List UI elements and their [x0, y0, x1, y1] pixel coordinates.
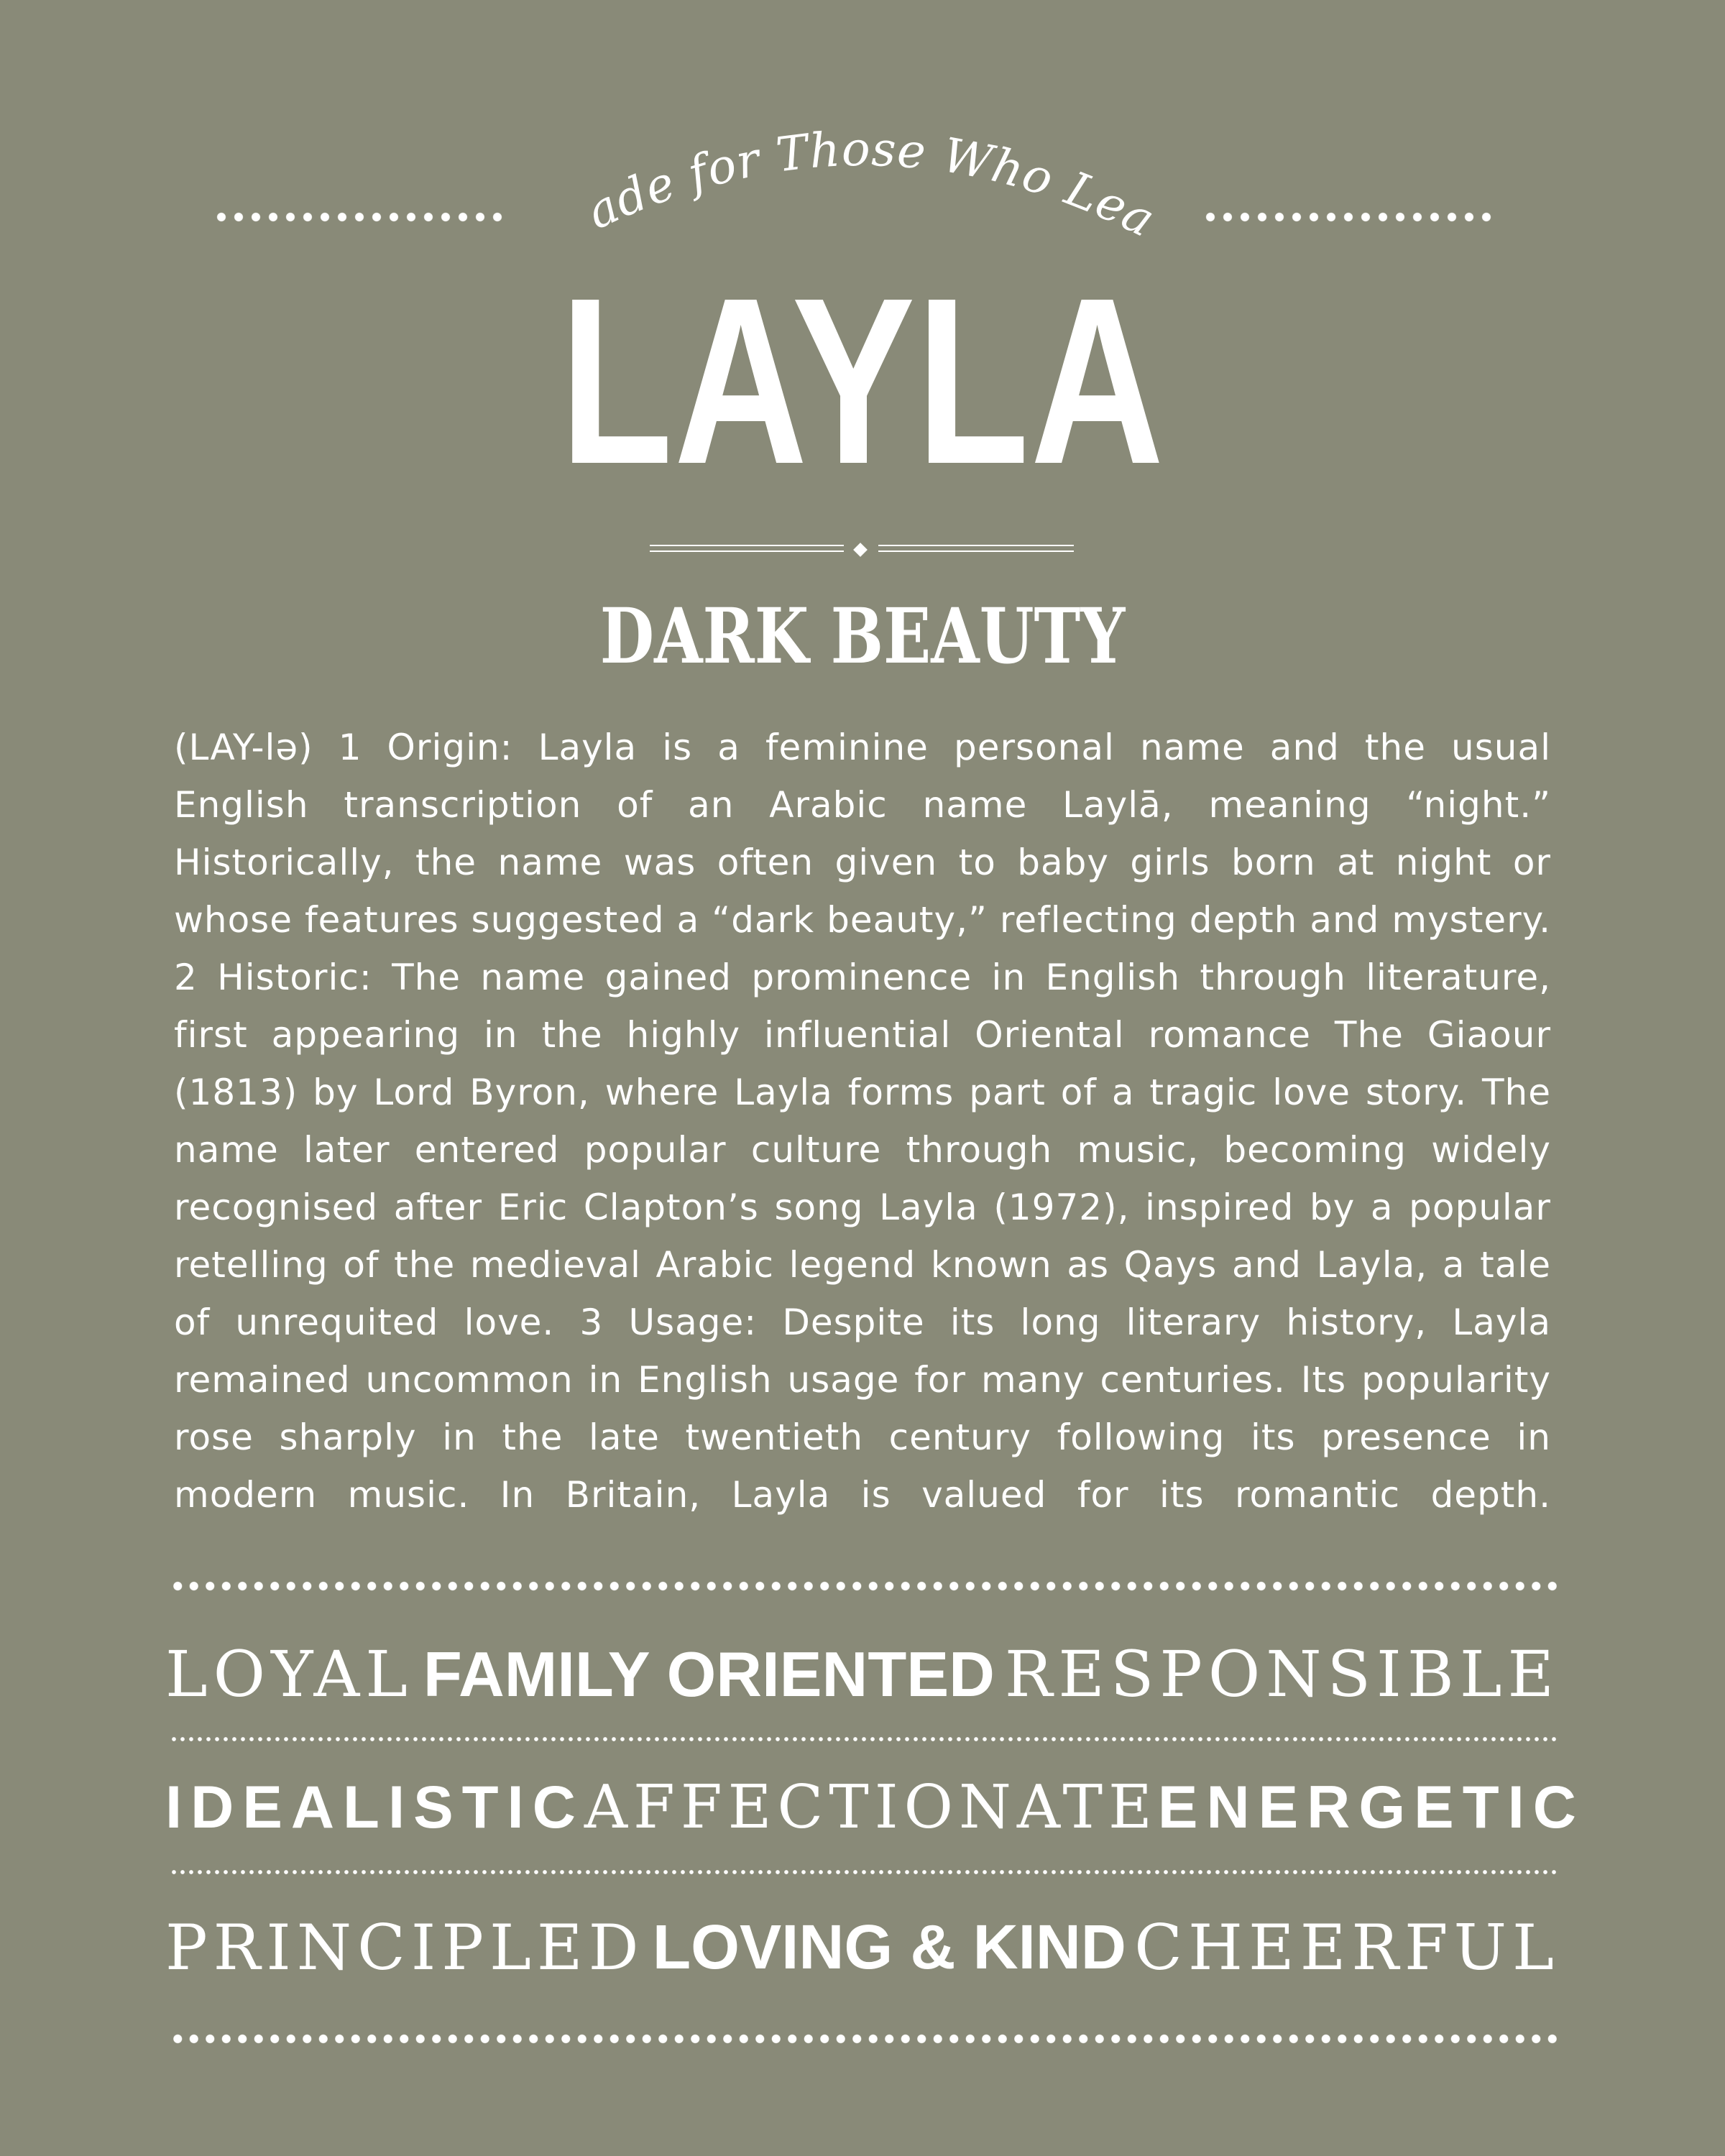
- description-line: modern music. In Britain, Layla is valued for its romantic depth.: [174, 1474, 1551, 1516]
- description-line: first appearing in the highly influential Oriental romance The Giaour: [174, 1014, 1551, 1056]
- dotted-separator-upper: [170, 1578, 1557, 1594]
- dotted-separator-lower: [170, 2031, 1557, 2047]
- name-meaning: DARK BEAUTY: [599, 591, 1126, 681]
- trait-word: FAMILY ORIENTED: [423, 1639, 995, 1710]
- description-line: of unrequited love. 3 Usage: Despite its long literary history, Layla: [174, 1302, 1551, 1343]
- description-line: retelling of the medieval Arabic legend known as Qays and Layla, a tale: [174, 1244, 1551, 1286]
- trait-word: IDEALISTIC: [165, 1774, 584, 1841]
- trait-word: CHEERFUL: [1134, 1911, 1560, 1984]
- dotted-divider-thin: [170, 1869, 1557, 1876]
- dotted-divider-thin: [170, 1736, 1557, 1743]
- svg-text:Made for Those Who Lead: [535, 71, 1164, 248]
- name-title: LAYLA: [559, 248, 1166, 513]
- description-line: English transcription of an Arabic name Laylā, meaning “night.”: [174, 784, 1551, 826]
- trait-word: PRINCIPLED: [165, 1911, 645, 1984]
- traits-row-1: [165, 1624, 1560, 1725]
- description-line: recognised after Eric Clapton’s song Layla (1972), inspired by a popular: [174, 1187, 1551, 1228]
- tagline: [535, 71, 1164, 249]
- description-line: (LAY-lə) 1 Origin: Layla is a feminine personal name and the usual: [174, 727, 1551, 768]
- description-line: name later entered popular culture through music, becoming widely: [174, 1129, 1551, 1171]
- trait-word: RESPONSIBLE: [1004, 1637, 1560, 1711]
- description-line: rose sharply in the late twentieth century following its presence in: [174, 1416, 1551, 1458]
- trait-word: AFFECTIONATE: [584, 1772, 1158, 1842]
- description-line: remained uncommon in English usage for many centuries. Its popularity: [174, 1359, 1551, 1401]
- description-line: 2 Historic: The name gained prominence in English through literature,: [174, 957, 1551, 998]
- trait-word: LOYAL: [165, 1637, 413, 1711]
- traits-row-3: [165, 1897, 1560, 1998]
- top-left-dotted-line: [213, 208, 507, 226]
- tagline-text: Made for Those Who Lead: [535, 71, 1164, 249]
- ornament-divider: [650, 540, 1074, 559]
- description-line: Historically, the name was often given to baby girls born at night or: [174, 842, 1551, 883]
- description-line: (1813) by Lord Byron, where Layla forms part of a tragic love story. The: [174, 1072, 1551, 1113]
- diamond-ornament: [853, 543, 868, 557]
- trait-word: LOVING & KIND: [652, 1912, 1126, 1982]
- traits-row-2: [165, 1757, 1585, 1858]
- top-right-dotted-line: [1202, 208, 1496, 226]
- trait-word: ENERGETIC: [1157, 1774, 1585, 1841]
- description-line: whose features suggested a “dark beauty,” reflecting depth and mystery.: [174, 899, 1551, 941]
- description-paragraph: [174, 719, 1551, 1524]
